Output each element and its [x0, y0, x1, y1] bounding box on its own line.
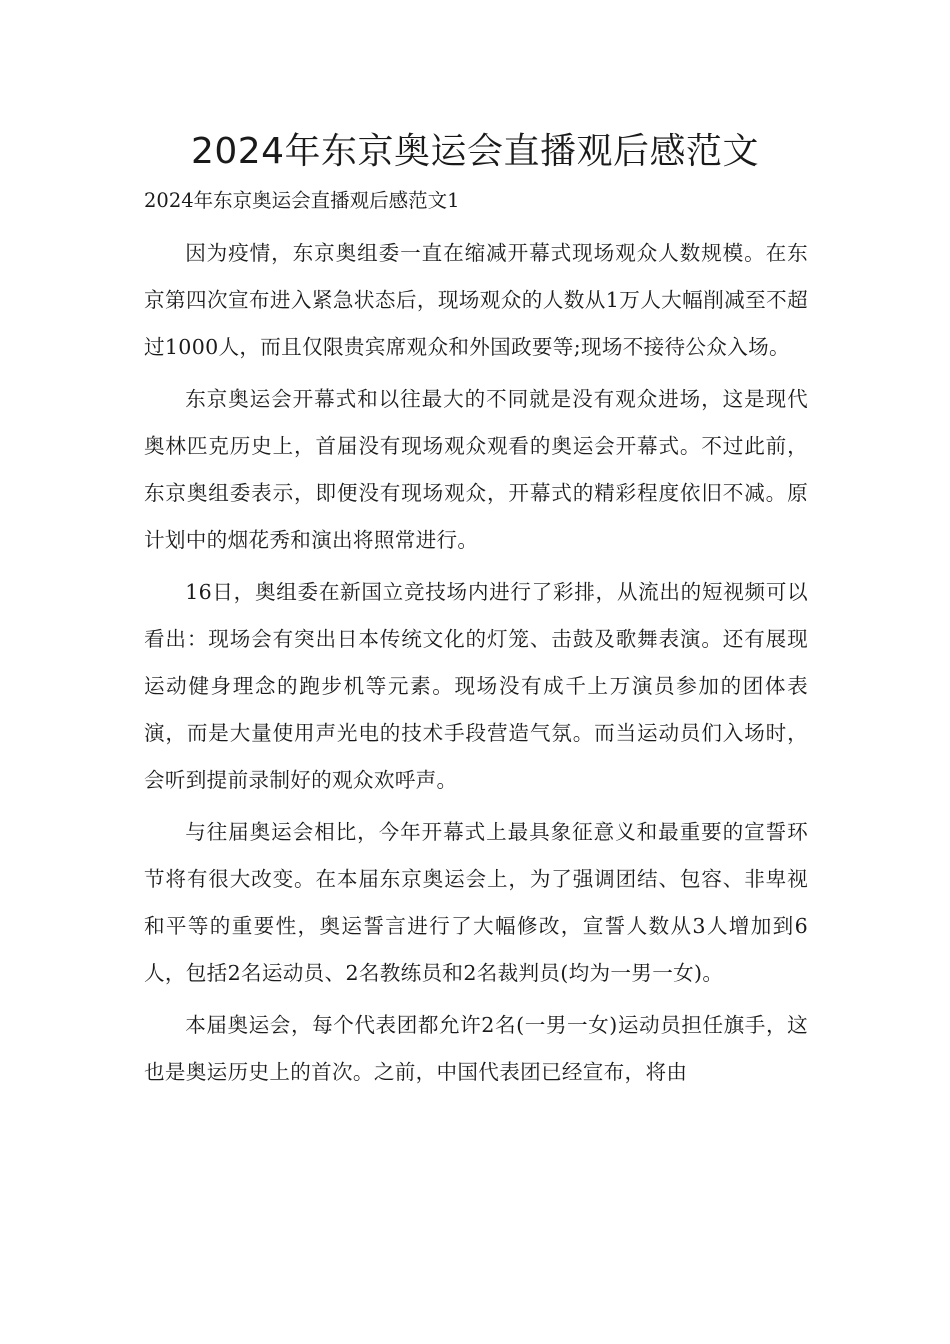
- document-title: 2024年东京奥运会直播观后感范文: [190, 131, 760, 172]
- document-subtitle: 2024年东京奥运会直播观后感范文1: [144, 189, 460, 212]
- paragraph-4: 与往届奥运会相比，今年开幕式上最具象征意义和最重要的宣誓环节将有很大改变。在本届东京奥运会上，为了强调团结、包容、非卑视和平等的重要性，奥运誓言进行了大幅修改，宣誓人数从3人增加到6人，包括2名运动员、2名教练员和2名裁判员(均为一男一女)。: [144, 820, 808, 985]
- paragraph-3: 16日，奥组委在新国立竞技场内进行了彩排，从流出的短视频可以看出：现场会有突出日本传统文化的灯笼、击鼓及歌舞表演。还有展现运动健身理念的跑步机等元素。现场没有成千上万演员参加的团体表演，而是大量使用声光电的技术手段营造气氛。而当运动员们入场时，会听到提前录制好的观众欢呼声。: [144, 580, 808, 792]
- document-body: [144, 230, 808, 1101]
- paragraph-5: 本届奥运会，每个代表团都允许2名(一男一女)运动员担任旗手，这也是奥运历史上的首次。之前，中国代表团已经宣布，将由: [144, 1013, 808, 1084]
- paragraph-2: 东京奥运会开幕式和以往最大的不同就是没有观众进场，这是现代奥林匹克历史上，首届没有现场观众观看的奥运会开幕式。不过此前，东京奥组委表示，即便没有现场观众，开幕式的精彩程度依旧不减。原计划中的烟花秀和演出将照常进行。: [144, 387, 808, 552]
- paragraph-1: 因为疫情，东京奥组委一直在缩减开幕式现场观众人数规模。在东京第四次宣布进入紧急状态后，现场观众的人数从1万人大幅削减至不超过1000人，而且仅限贵宾席观众和外国政要等;现场不接待公众入场。: [144, 241, 808, 359]
